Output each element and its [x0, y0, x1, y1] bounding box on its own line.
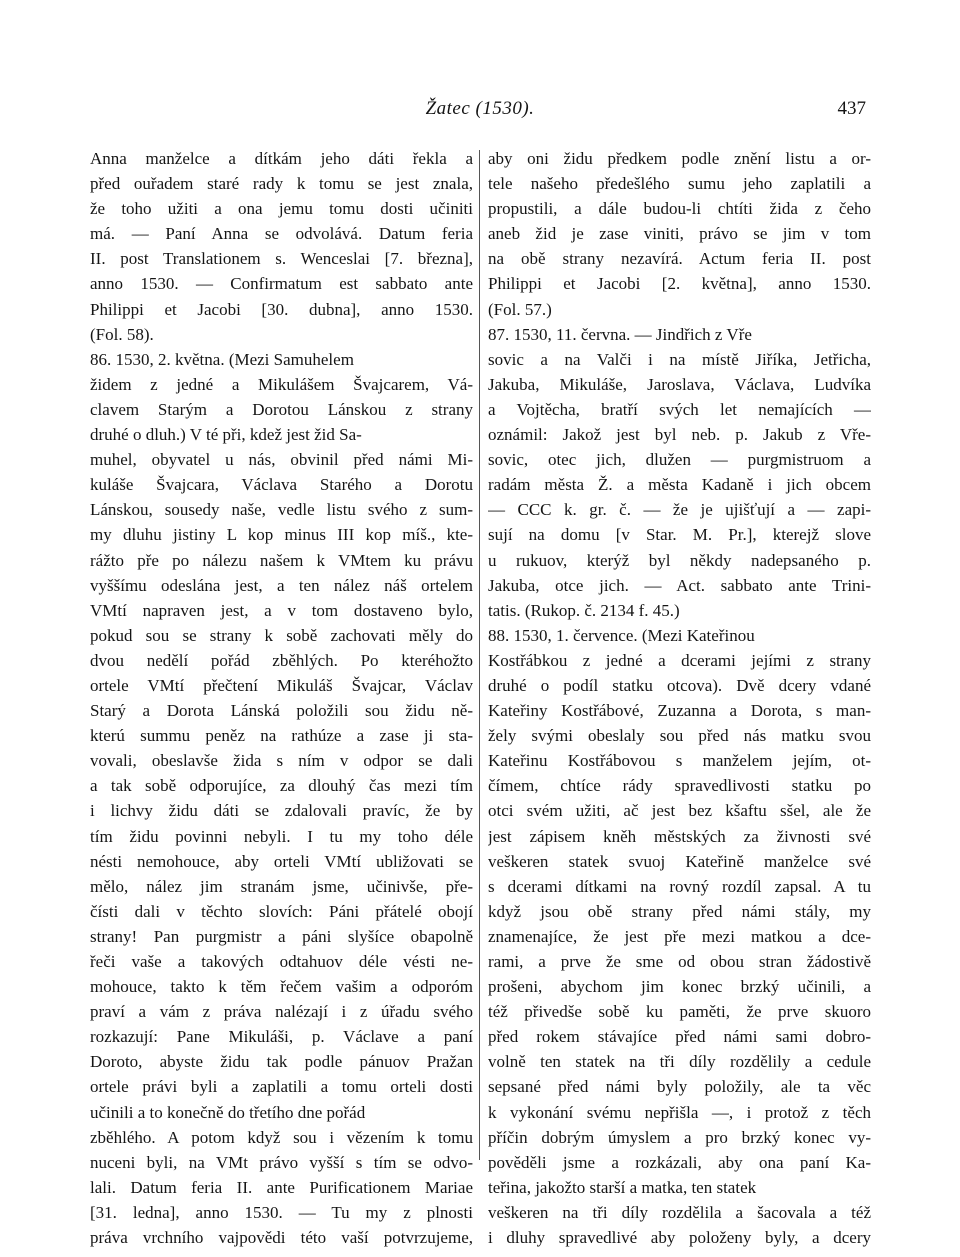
text-line-content: zběhlého. A potom když sou i vězením k tomu: [90, 1127, 473, 1147]
text-line-content: muhel, obyvatel u nás, obvinil před námi Mi-: [90, 450, 473, 470]
text-line-content: ortele právi byli a zaplatili a tomu orteli dosti: [90, 1077, 473, 1097]
text-line: [488, 573, 871, 598]
text-line-content: tím židu povinni nebyli. I tu my toho déle: [90, 826, 473, 846]
text-line: [90, 1175, 473, 1200]
text-line-content: ortele VMtí přečtení Mikuláš Švajcar, Václav: [90, 675, 473, 695]
text-line: [488, 924, 871, 949]
text-line: [488, 1150, 871, 1175]
text-line-content: židem z jedné a Mikulášem Švajcarem, Vá-: [90, 374, 473, 394]
text-line-content: (Fol. 58).: [90, 324, 154, 344]
text-line: [90, 1049, 473, 1074]
text-line-content: clavem Starým a Dorotou Lánskou z strany: [90, 399, 473, 419]
text-line-content: práva vrchního vajpovědi této vaší potvrzujeme,: [90, 1228, 473, 1248]
text-line-content: Jakuba, Mikuláše, Jaroslava, Václava, Ludvíka: [488, 374, 871, 394]
text-line: [488, 447, 871, 472]
text-line-content: [31. ledna], anno 1530. — Tu my z plnosti: [90, 1202, 473, 1222]
text-line-content: nésti nemohouce, aby orteli VMtí ubližovati se: [90, 851, 473, 871]
text-line-content: mělo, nález jim stranám jsme, učinivše, pře-: [90, 876, 473, 896]
text-line: [488, 196, 871, 221]
text-line: [488, 548, 871, 573]
text-line-content: aneb žid je zase viniti, právo se jim v tom: [488, 224, 871, 244]
text-line-content: sepsané před námi byly položily, ale ta věc: [488, 1077, 871, 1097]
text-line-content: sovic a na Valči i na místě Jiříka, Jetřicha,: [488, 349, 871, 369]
text-line-content: tele našeho předešlého sumu jeho zaplatili a: [488, 174, 871, 194]
text-line: [90, 472, 473, 497]
text-line: [488, 1225, 871, 1250]
text-line-content: že toho užiti a ona jemu tomu dosti učiniti: [90, 199, 473, 219]
text-line: [488, 322, 871, 347]
text-line: [488, 1175, 871, 1200]
text-line: [488, 271, 871, 296]
text-line-content: před rokem stávajíce před námi sami dobro-: [488, 1027, 871, 1047]
text-line-content: Lánskou, sousedy naše, vedle listu svého z sum-: [90, 500, 473, 520]
text-line: [90, 497, 473, 522]
text-line-content: s dcerami dítkami na rovný rozdíl zapsal. A tu: [488, 876, 871, 896]
text-line-content: druhé o podíl statku otcova). Dvě dcery vdané: [488, 675, 871, 695]
text-line: [90, 748, 473, 773]
text-line-content: čímem, chtíce rády spravedlivosti statku po: [488, 776, 871, 796]
text-line: [90, 548, 473, 573]
text-line-content: jest zápisem kněh městských za živnosti své: [488, 826, 871, 846]
text-line: [488, 1049, 871, 1074]
text-line-content: Starý a Dorota Lánská položili sou židu ně-: [90, 701, 473, 721]
text-line-content: prošeni, abychom jim konec brzký učinili, a: [488, 977, 871, 997]
text-line: [488, 1024, 871, 1049]
text-line: [488, 974, 871, 999]
text-line-content: rami, a prve že sme od obou stran žádostivě: [488, 952, 871, 971]
text-line: [488, 874, 871, 899]
right-text-column: [488, 146, 871, 1250]
text-line-content: pověděli jsme a rozkázali, aby ona paní Ka-: [488, 1152, 871, 1172]
text-line: [488, 372, 871, 397]
text-line-content: strany! Pan purgmistr a páni slyšíce obapolně: [90, 926, 473, 946]
text-line: [488, 773, 871, 798]
text-line-content: rážto pře po nálezu našem k VMtem ku právu: [90, 550, 473, 570]
text-line: [90, 623, 473, 648]
text-line-content: my dluhu jistiny L kop minus III kop míš., kte-: [90, 525, 473, 545]
text-line-content: sují na domu [v Star. M. Pr.], kterejž slove: [488, 525, 871, 545]
text-line-content: čísti dali v těchto slovích: Páni přátelé obojí: [90, 901, 473, 921]
running-head: Žatec (1530).: [425, 98, 535, 119]
text-line-content: tatis. (Rukop. č. 2134 f. 45.): [488, 600, 680, 620]
text-line-content: má. — Paní Anna se odvolává. Datum feria: [90, 224, 473, 244]
text-line-content: praví a vám z práva nalézají i z úřadu svého: [90, 1002, 473, 1022]
text-line: [90, 723, 473, 748]
text-line-content: i lichvy židu dáti se zdalovali pravíc, že by: [90, 801, 473, 821]
text-line-content: radám města Ž. a města Kadaně i jich obcem: [488, 475, 871, 495]
text-line-content: veškeren na tři díly rozdělila a šacovala a též: [488, 1202, 871, 1222]
text-line: [488, 824, 871, 849]
text-line: [90, 849, 473, 874]
text-line-content: Philippi et Jacobi [2. května], anno 1530.: [488, 274, 871, 294]
page-number: 437: [837, 98, 866, 119]
text-line-content: když jsou obě strany před námi stály, my: [488, 901, 871, 921]
text-line: [90, 447, 473, 472]
text-line: [90, 974, 473, 999]
text-line: [90, 999, 473, 1024]
text-line: [90, 246, 473, 271]
text-line: [488, 849, 871, 874]
text-line: [488, 347, 871, 372]
text-line-content: znamenajíce, že jest pře mezi matkou a dce-: [488, 926, 871, 946]
text-line: [488, 648, 871, 673]
text-line-content: Jakuba, otce jich. — Act. sabbato ante Trini-: [488, 575, 871, 595]
text-line-content: rozkazují: Pane Mikuláši, p. Václave a paní: [90, 1027, 473, 1047]
text-line-content: dvou nedělí pořád zběhlých. Po kteréhožto: [90, 650, 473, 670]
text-line: [90, 773, 473, 798]
text-line-content: příčin dobrým úmyslem a pro brzký konec vy-: [488, 1127, 871, 1147]
text-line-content: lali. Datum feria II. ante Purificationem Mariae: [90, 1177, 473, 1197]
text-line-content: Anna manželce a dítkám jeho dáti řekla a: [90, 149, 473, 168]
text-line: [488, 497, 871, 522]
text-line: [488, 1125, 871, 1150]
text-line: [90, 221, 473, 246]
text-line-content: Kostřábkou z jedné a dcerami jejími z strany: [488, 650, 871, 670]
text-line: [90, 196, 473, 221]
text-line-content: kuláše Švajcara, Václava Starého a Dorotu: [90, 475, 473, 495]
text-line: [90, 673, 473, 698]
text-line: [488, 221, 871, 246]
text-line: [488, 623, 871, 648]
text-line-content: před ouřadem staré rady k tomu se jest znala,: [90, 174, 473, 194]
text-line-content: aby oni židu předkem podle znění listu a or-: [488, 149, 871, 168]
text-line-content: řeči vaše a takových odtahuov déle vésti ne-: [90, 952, 473, 971]
text-line-content: — CCC k. gr. č. — že je ujišťují a — zapi-: [488, 500, 871, 520]
text-line: [488, 949, 871, 974]
text-line-content: kterú summu peněz na rathúze a zase ji sta-: [90, 726, 473, 746]
text-line-content: učinili a to konečně do třetího dne pořád: [90, 1102, 366, 1122]
text-line-content: mohouce, takto k těm řečem vašim a odporóm: [90, 977, 473, 997]
text-line: [488, 472, 871, 497]
text-line: [90, 824, 473, 849]
text-line-content: volně ten statek na tři díly rozdělily a cedule: [488, 1052, 871, 1072]
text-line: [90, 798, 473, 823]
text-line: [488, 723, 871, 748]
text-line: [90, 573, 473, 598]
text-line-content: sovic, otec jich, dlužen — purgmistruom a: [488, 450, 871, 470]
text-line-content: Doroto, abyste židu tak podle pánuov Pražan: [90, 1052, 473, 1072]
text-line: [90, 1225, 473, 1250]
text-line: [90, 698, 473, 723]
text-line: [90, 322, 473, 347]
text-line: [488, 297, 871, 322]
text-line-content: veškeren statek svuoj Kateřině manželce své: [488, 851, 871, 871]
text-line: [90, 146, 473, 171]
text-line-content: otci svém užiti, ač jest bez kšaftu sšel, ale že: [488, 801, 871, 821]
text-line: [488, 422, 871, 447]
text-line: [90, 1150, 473, 1175]
text-line: [90, 924, 473, 949]
text-line: [90, 1024, 473, 1049]
text-line: [90, 271, 473, 296]
text-line-content: nuceni byli, na VMt právo vyšší s tím se odvo-: [90, 1152, 473, 1172]
text-line-content: Kateřiny Kostřábové, Zuzanna a Dorota, s man-: [488, 701, 871, 721]
text-line: [488, 1200, 871, 1225]
text-line: [90, 1125, 473, 1150]
left-text-column: [90, 146, 473, 1250]
text-line: [488, 397, 871, 422]
text-line-content: žely svými obeslaly sou před nás matku svou: [488, 726, 871, 746]
text-line-content: vovali, obeslavše žida s ním v odpor se dali: [90, 751, 473, 771]
text-line-content: oznámil: Jakož jest byl neb. p. Jakub z Vře-: [488, 425, 871, 445]
text-line-content: na obě strany nezavírá. Actum feria II. post: [488, 249, 871, 269]
text-line-content: anno 1530. — Confirmatum est sabbato ante: [90, 274, 473, 294]
text-line: [488, 698, 871, 723]
text-line: [90, 874, 473, 899]
text-line: [90, 949, 473, 974]
text-line-content: pokud sou se strany k sobě zachovati měly do: [90, 625, 473, 645]
column-divider: [479, 150, 480, 1160]
text-line: [90, 1200, 473, 1225]
text-line-content: propustili, a dále budou-li chtíti žida z čeho: [488, 199, 871, 219]
text-line: [90, 347, 473, 372]
text-line-content: a Vojtěcha, bratří svých let nemajících —: [488, 399, 871, 419]
text-line: [90, 899, 473, 924]
text-line: [488, 171, 871, 196]
text-line: [488, 522, 871, 547]
text-line: [488, 146, 871, 171]
text-line: [488, 1074, 871, 1099]
text-line-content: též přivedše sobě ku paměti, že prve skuoro: [488, 1002, 871, 1022]
page-header: [0, 98, 960, 126]
text-line: [90, 1074, 473, 1099]
text-line-content: k vykonání svému nepřišla —, i protož z těch: [488, 1102, 871, 1122]
text-line: [488, 798, 871, 823]
text-line: [488, 673, 871, 698]
text-line: [488, 999, 871, 1024]
text-line-content: 88. 1530, 1. července. (Mezi Kateřinou: [488, 625, 755, 645]
text-line-content: Philippi et Jacobi [30. dubna], anno 1530.: [90, 299, 473, 319]
text-line: [488, 748, 871, 773]
text-line-content: u rukuov, kterýž byl někdy nadepsaného p.: [488, 550, 871, 570]
text-line-content: druhé o dluh.) V té při, kdež jest žid Sa-: [90, 425, 362, 445]
text-line: [90, 397, 473, 422]
text-line-content: a tak sobě odporujíce, za dlouhý čas mezi tím: [90, 776, 473, 796]
text-line-content: vyššímu odeslána jest, a ten nález náš ortelem: [90, 575, 473, 595]
text-line-content: teřina, jakožto starší a matka, ten statek: [488, 1177, 757, 1197]
text-line: [90, 422, 473, 447]
text-line: [90, 648, 473, 673]
text-line-content: 86. 1530, 2. května. (Mezi Samuhelem: [90, 349, 354, 369]
text-line-content: (Fol. 57.): [488, 299, 552, 319]
text-line-content: VMtí napraven jest, a v tom dostaveno bylo,: [90, 600, 473, 620]
text-line-content: II. post Translationem s. Wenceslai [7. března],: [90, 249, 473, 269]
text-line: [90, 522, 473, 547]
text-line: [90, 297, 473, 322]
text-line: [488, 246, 871, 271]
text-line: [90, 1100, 473, 1125]
text-line-content: Kateřinu Kostřábovou s manželem jejím, ot-: [488, 751, 871, 771]
text-line: [488, 1100, 871, 1125]
text-line: [90, 598, 473, 623]
text-line: [488, 899, 871, 924]
text-line-content: i dluhy spravedlivé aby položeny byly, a dcery: [488, 1228, 871, 1248]
text-line: [90, 171, 473, 196]
text-line: [488, 598, 871, 623]
text-line: [90, 372, 473, 397]
text-line-content: 87. 1530, 11. června. — Jindřich z Vře: [488, 324, 752, 344]
